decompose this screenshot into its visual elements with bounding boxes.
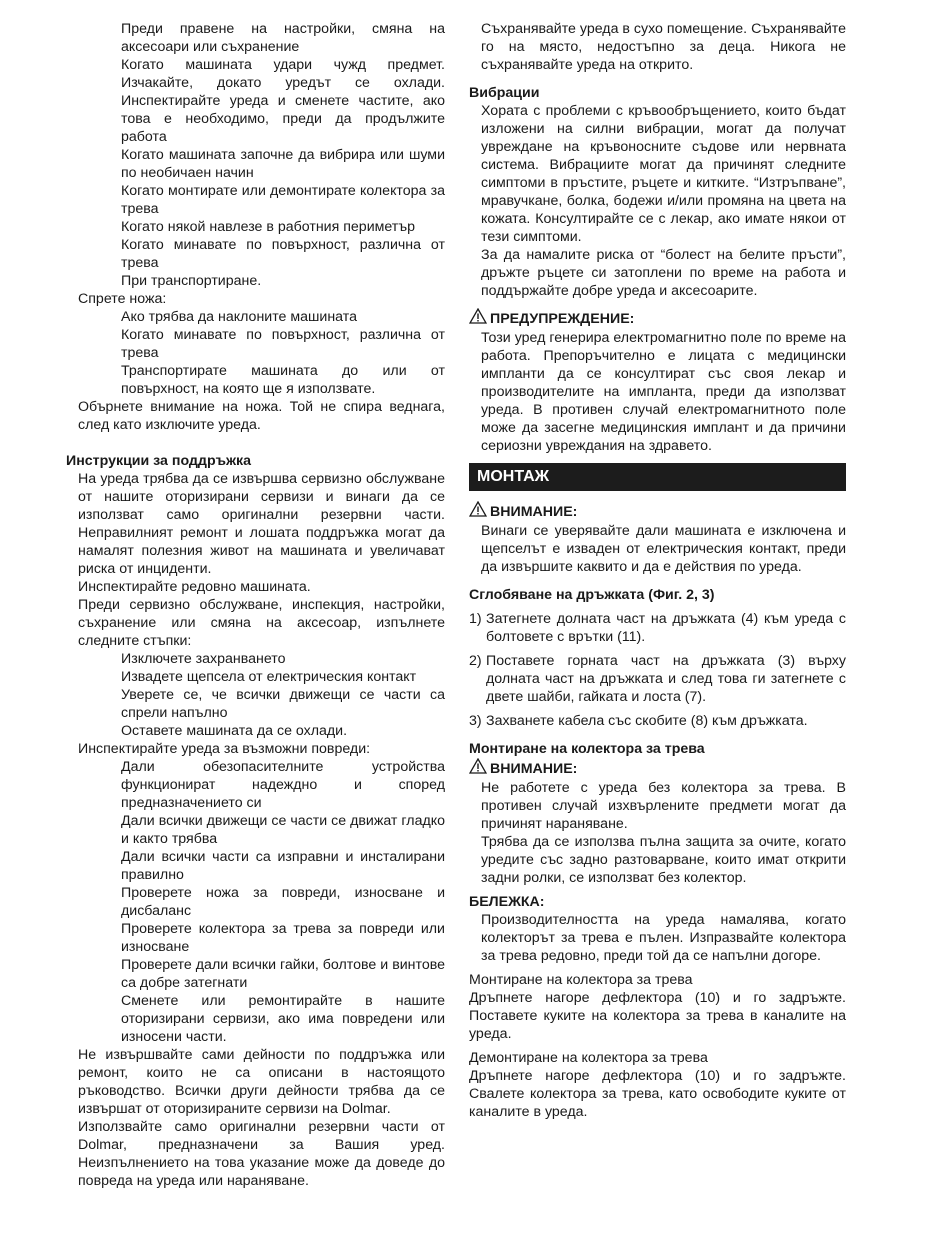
list-item: Когато машината удари чужд предмет. Изчакайте, докато уредът се охлади. Инспектирайте уреда и сменете частите, ако това е необходимо, преди да продължите работа: [121, 57, 445, 145]
right-column: [469, 20, 846, 1121]
list-item: Изключете захранването: [121, 651, 286, 667]
caution-text: Винаги се уверявайте дали машината е изключена и щепселът е изваден от електрическия контакт, преди да извършите каквито и да е действия по уреда.: [481, 523, 846, 575]
maintenance-intro: На уреда трябва да се извършва сервизно обслужване от нашите оторизирани сервизи и винаги да се използват само оригинални резервни части. Неправилният ремонт и лошата поддръжка могат да намалят полезния живот на машината и увеличават риска от инциденти.: [78, 471, 445, 577]
warning-heading: [469, 308, 846, 329]
list-item: Дали всички движещи се части се движат гладко и както трябва: [121, 813, 445, 847]
list-item: Когато минавате по повърхност, различна от трева: [121, 237, 445, 271]
list-item: Проверете колектора за трева за повреди или износване: [121, 921, 445, 955]
mount-text: Дръпнете нагоре дефлектора (10) и го задръжте. Поставете куките на колектора за трева в каналите на уреда.: [469, 990, 846, 1042]
before-service: Преди сервизно обслужване, инспекция, настройки, съхранение или смяна на аксесоар, изпълнете следните стъпки:: [78, 597, 445, 649]
assembly-banner: МОНТАЖ: [469, 463, 846, 491]
numbered-step: 2) Поставете горната част на дръжката (3) върху долната част на дръжката и след това ги затегнете с двете шайби, гайката и лоста (7).: [469, 653, 846, 705]
inspect-damage: Инспектирайте уреда за възможни повреди:: [78, 741, 371, 757]
list-item: Проверете дали всички гайки, болтове и винтове са добре затегнати: [121, 957, 445, 991]
list-item: Сменете или ремонтирайте в нашите оторизирани сервизи, ако има повредени или износени части.: [121, 993, 445, 1045]
vibration-text-2: За да намалите риска от “болест на белите пръсти”, дръжте ръцете си затоплени по време на работа и поддържайте добре уреда и аксесоарите.: [481, 247, 846, 299]
list-item: Проверете ножа за повреди, износване и дисбаланс: [121, 885, 445, 919]
inspect-regular: Инспектирайте редовно машината.: [78, 579, 311, 595]
list-item: Когато монтирате или демонтирате колектора за трева: [121, 183, 445, 217]
numbered-step: 1) Затегнете долната част на дръжката (4) към уреда с болтовете с врътки (11).: [469, 611, 846, 645]
warning-triangle-icon: [469, 308, 490, 329]
dismount-title: Демонтиране на колектора за трева: [469, 1050, 708, 1066]
list-item: Извадете щепсела от електрическия контакт: [121, 669, 417, 685]
list-item: Когато минавате по повърхност, различна от трева: [121, 327, 445, 361]
vibration-text: Хората с проблеми с кръвообръщението, които бъдат изложени на силни вибрации, могат да получат увреждане на кръвоносните съдове или нервната система. Вибрациите могат да причинят следните симптоми в пръстите, ръцете и китките. “Изтръпване”, мравучкане, болка, бодежи и/или промяна на цвета на кожата. Консултирайте се с лекар, ако имате някои от тези симптоми.: [481, 103, 846, 245]
storage-text: Съхранявайте уреда в сухо помещение. Съхранявайте го на място, недостъпно за деца. Никога не съхранявайте уреда на открито.: [481, 21, 846, 73]
left-column: [66, 20, 445, 1190]
list-item: Когато някой навлезе в работния периметър: [121, 219, 416, 235]
list-item: Преди правене на настройки, смяна на аксесоари или съхранение: [121, 21, 445, 55]
caution-heading-2: [469, 758, 846, 779]
handle-heading: Сглобяване на дръжката (Фиг. 2, 3): [469, 587, 715, 603]
list-item: При транспортиране.: [121, 273, 262, 289]
list-item: Транспортирате машината до или от повърхност, на която ще я използвате.: [121, 363, 445, 397]
blade-note: Обърнете внимание на ножа. Той не спира веднага, след като изключите уреда.: [78, 399, 445, 433]
list-item: Ако трябва да наклоните машината: [121, 309, 357, 325]
maintenance-heading: Инструкции за поддръжка: [66, 453, 251, 469]
caution-triangle-icon: [469, 758, 490, 779]
collector-heading: Монтиране на колектора за трева: [469, 741, 705, 757]
list-item: Когато машината започне да вибрира или шуми по необичаен начин: [121, 147, 445, 181]
numbered-step: 3) Захванете кабела със скобите (8) към дръжката.: [469, 713, 808, 729]
caution-triangle-icon: [469, 501, 490, 522]
caution-text-3: Трябва да се използва пълна защита за очите, когато уредите със задно разтоварване, които имат открити задни ролки, се използват без колектор.: [481, 834, 846, 886]
list-item: Дали обезопасителните устройства функционират надеждно и според предназначението си: [121, 759, 445, 811]
list-item: Дали всички части са изправни и инсталирани правилно: [121, 849, 445, 883]
dismount-text: Дръпнете нагоре дефлектора (10) и го задръжте. Свалете колектора за трева, като освободите куките от каналите в уреда.: [469, 1068, 846, 1120]
stop-blade-label: Спрете ножа:: [78, 291, 167, 307]
original-parts-note: Използвайте само оригинални резервни части от Dolmar, предназначени за Вашия уред. Неизпълнението на това указание може да доведе до повреда на уреда или нараняване.: [78, 1119, 445, 1189]
list-item: Оставете машината да се охлади.: [121, 723, 348, 739]
list-item: Уверете се, че всички движещи се части са спрели напълно: [121, 687, 445, 721]
note-text: Производителността на уреда намалява, когато колекторът за трева е пълен. Изпразвайте колектора за трева редовно, преди той да се напълни догоре.: [481, 912, 846, 964]
caution-label-2: ВНИМАНИЕ:: [490, 760, 578, 777]
mount-title: Монтиране на колектора за трева: [469, 972, 693, 988]
warning-text: Този уред генерира електромагнитно поле по време на работа. Препоръчително е лицата с медицински импланти да се консултират със своя лекар и производителите на импланта, преди да използват уреда. В противен случай електромагнитното поле може да засегне медицинския имплант и да причини сериозни увреждания на здравето.: [481, 330, 846, 454]
note-label: БЕЛЕЖКА:: [469, 894, 545, 910]
caution-heading: [469, 501, 846, 522]
caution-label: ВНИМАНИЕ:: [490, 503, 578, 520]
warning-label: ПРЕДУПРЕЖДЕНИЕ:: [490, 310, 635, 327]
no-repairs-note: Не извършвайте сами дейности по поддръжка или ремонт, които не са описани в настоящото ръководство. Всички други дейности трябва да се извършат от оторизираните сервизи на Dolmar.: [78, 1047, 445, 1117]
caution-text-2: Не работете с уреда без колектора за трева. В противен случай изхвърлените предмети могат да причинят нараняване.: [481, 780, 846, 832]
vibration-heading: Вибрации: [469, 85, 540, 101]
